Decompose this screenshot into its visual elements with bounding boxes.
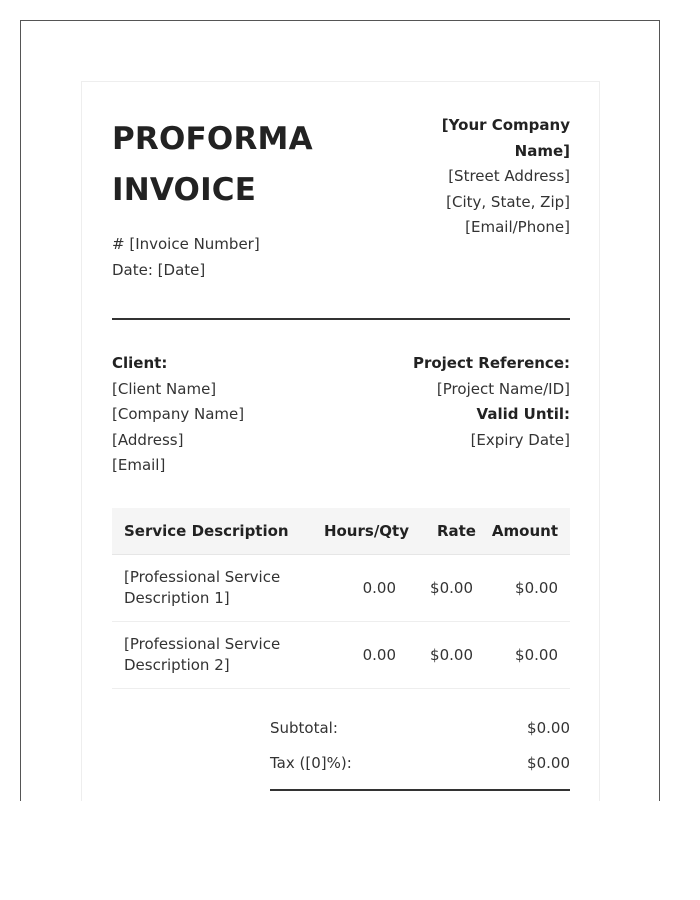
tax-label: Tax ([0]%): (270, 753, 352, 772)
row-rate: $0.00 (430, 646, 473, 664)
subtotal-row (270, 710, 570, 745)
company-info (400, 113, 570, 241)
row-description: [Professional Service Description 1] (124, 568, 281, 607)
invoice-title-line1: PROFORMA (112, 121, 313, 157)
header-description: Service Description (124, 521, 289, 540)
client-name: [Client Name] (112, 379, 217, 398)
table-row (112, 555, 570, 622)
tax-value: $0.00 (527, 753, 570, 772)
project-reference-value: [Project Name/ID] (436, 379, 570, 398)
invoice-date: Date: [Date] (112, 261, 206, 279)
invoice-title (112, 114, 342, 216)
table-header (112, 508, 570, 555)
tax-row (270, 745, 570, 780)
header-divider (112, 318, 570, 320)
company-name-line1: [Your Company (441, 116, 570, 134)
invoice-meta (112, 231, 260, 283)
client-address: [Address] (112, 430, 184, 449)
invoice-title-line2: INVOICE (112, 172, 257, 208)
project-block (413, 351, 570, 453)
project-reference-label: Project Reference: (412, 354, 570, 372)
client-block (112, 351, 244, 479)
client-email: [Email] (112, 456, 166, 474)
row-amount: $0.00 (515, 579, 558, 597)
invoice-number: # [Invoice Number] (112, 235, 260, 253)
header-amount: Amount (491, 522, 558, 540)
table-row (112, 622, 570, 689)
row-amount: $0.00 (515, 646, 558, 664)
subtotal-value: $0.00 (527, 718, 570, 737)
subtotal-label: Subtotal: (270, 718, 338, 737)
company-city: [City, State, Zip] (446, 192, 570, 211)
row-description: [Professional Service Description 2] (124, 635, 281, 674)
client-company: [Company Name] (112, 405, 245, 423)
header-rate: Rate (436, 522, 476, 540)
client-label: Client: (112, 354, 168, 372)
totals-block (270, 710, 570, 780)
valid-until-label: Valid Until: (476, 405, 570, 423)
row-qty: 0.00 (362, 579, 396, 597)
row-qty: 0.00 (362, 646, 396, 664)
company-contact: [Email/Phone] (465, 218, 570, 236)
company-name-line2: Name] (514, 141, 570, 160)
row-rate: $0.00 (430, 579, 473, 597)
company-street: [Street Address] (448, 167, 570, 185)
header-qty: Hours/Qty (323, 522, 409, 540)
services-table (112, 508, 570, 689)
totals-divider (270, 789, 570, 791)
valid-until-value: [Expiry Date] (470, 430, 570, 449)
